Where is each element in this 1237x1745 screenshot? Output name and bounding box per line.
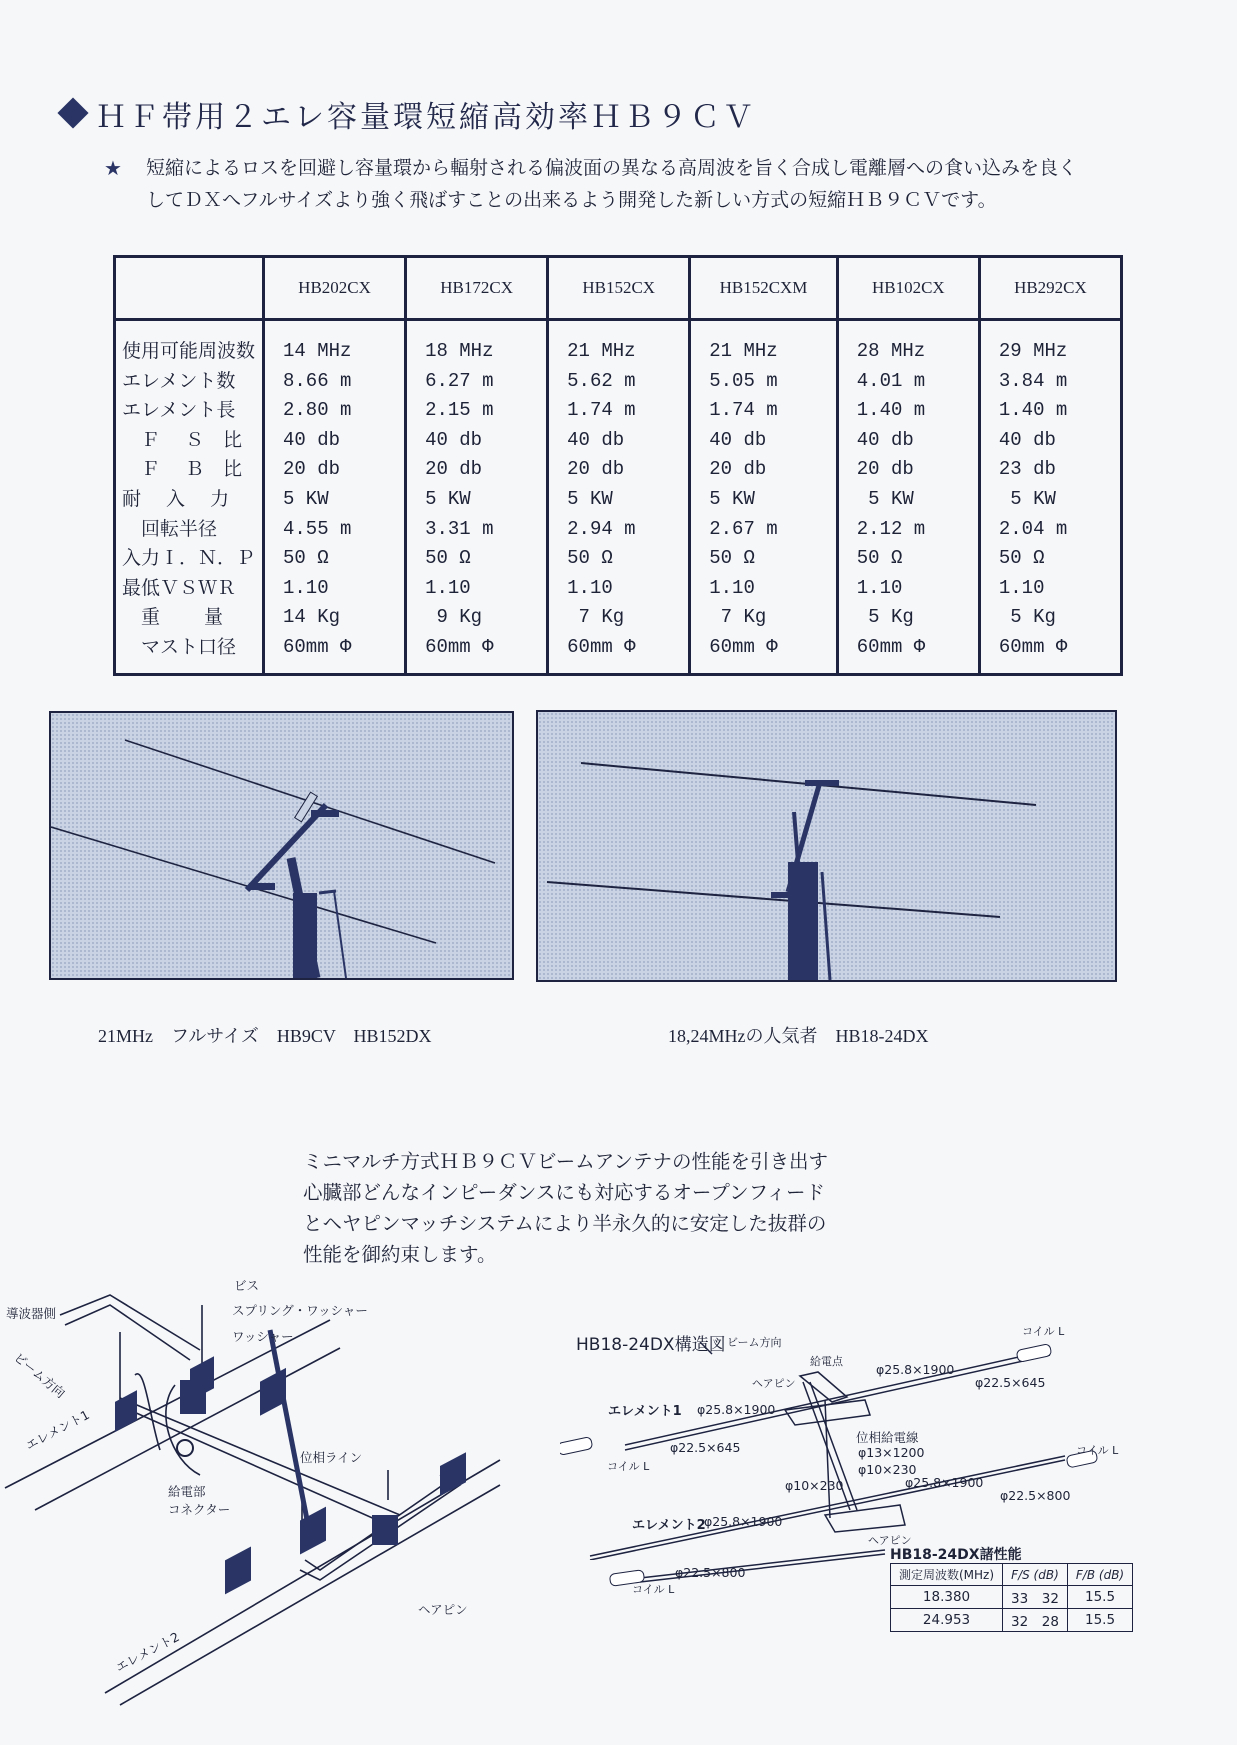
model-column [837,320,979,675]
model-header: HB202CX [264,257,406,320]
spec-value: 1.10 [425,576,471,599]
spec-value: 40 db [567,428,625,451]
label-coil-e2-right: コイル L [1076,1444,1119,1457]
feature-paragraph [303,1146,863,1270]
spec-value: 28 MHz [856,340,926,362]
label-phase-short-1: φ10×230 [785,1478,844,1493]
spec-value: 2.80 m [283,399,352,422]
spec-value: 50 Ω [425,547,471,570]
spec-value: 5 KW [998,487,1056,510]
model-column [406,320,548,675]
label-beam-direction: ビーム方向 [727,1336,782,1349]
spec-value: 5 KW [856,487,914,510]
perf-fb: 15.5 [1067,1609,1132,1632]
spec-header-row [115,257,1122,320]
spec-value: 5 Kg [998,606,1056,629]
label-connector: コネクター [168,1502,231,1517]
perf-freq: 24.953 [891,1609,1003,1632]
model-column [548,320,690,675]
spec-value: 2.15 m [425,399,494,422]
spec-row-label: エレメント長 [122,399,236,422]
spec-value: 40 db [998,428,1056,451]
model-header: HB152CXM [690,257,838,320]
spec-value: 40 db [709,428,767,451]
spec-value: 6.27 m [425,369,494,392]
spec-value: 20 db [425,458,483,481]
spec-value: 7 Kg [567,606,625,629]
spec-value: 4.01 m [856,369,926,392]
structure-title: HB18-24DX構造図 [576,1335,726,1355]
label-element1: エレメント1 [22,1406,92,1454]
intro-line-1: 短縮によるロスを回避し容量環から輻射される偏波面の異なる高周波を旨く合成し電離層への食い込みを良く [146,157,1078,179]
paragraph-line: ミニマルチ方式ＨＢ９ＣＶビームアンテナの性能を引き出す [303,1150,828,1173]
spec-value: 60mm Φ [709,635,778,658]
perf-freq: 18.380 [891,1586,1003,1609]
label-phase-line: 位相ライン [300,1450,363,1465]
perf-header-fb: F/B (dB) [1067,1564,1132,1586]
spec-body-row [115,320,1122,675]
spec-value: 20 db [567,458,625,481]
label-screw: ビス [234,1278,260,1293]
spec-value: 40 db [856,428,914,451]
label-coil-e2-left: コイル L [632,1583,675,1596]
spec-value: 18 MHz [425,340,494,362]
spec-value: 5.62 m [567,369,636,392]
spec-value: 60mm Φ [425,635,494,658]
label-coil-e1-right: コイル L [1022,1325,1065,1338]
model-header: HB102CX [837,257,979,320]
spec-header-blank [115,257,264,320]
paragraph-line: 心臓部どんなインピーダンスにも対応するオープンフィード [303,1181,826,1204]
element2-left-arm [600,1548,890,1588]
spec-value: 1.40 m [998,399,1068,422]
spec-value: 1.10 [709,576,755,599]
spec-value: 2.67 m [709,517,778,540]
spec-row-label: 入力Ｉ．Ｎ．Ｐ [122,547,256,570]
intro-line-2: してＤＸへフルサイズより強く飛ばすことの出来るよう開発した新しい方式の短縮ＨＢ９ＣＶです。 [146,189,997,211]
spec-value: 1.10 [998,576,1045,599]
spec-row-label: 回転半径 [122,517,218,540]
label-e1-left-tip: φ22.5×645 [670,1440,741,1455]
label-washer: ワッシャー [232,1329,294,1344]
spec-value: 29 MHz [998,340,1068,362]
spec-row-label: 最低ＶＳＷＲ [122,576,237,599]
perf-row [891,1609,1133,1632]
spec-value: 40 db [283,428,341,451]
spec-value: 60mm Φ [283,635,352,658]
label-e1-right-pipe: φ25.8×1900 [876,1362,955,1377]
spec-value: 1.74 m [567,399,636,422]
spec-value: 4.55 m [283,517,352,540]
perf-fb: 15.5 [1067,1586,1132,1609]
label-phase-feed: 位相給電線 [856,1430,919,1445]
spec-value: 1.40 m [856,399,926,422]
feed-section-diagram [0,1270,560,1730]
label-phase-pipe: φ13×1200 [858,1445,925,1460]
antenna-photo-hb18-24dx [536,710,1117,982]
spec-value: 60mm Φ [567,635,636,658]
photo-caption-1: 21MHz フルサイズ HB9CV HB152DX [98,1026,432,1046]
spec-value: 5 KW [283,487,329,510]
perf-header-row [891,1564,1133,1586]
spec-value: 5 KW [709,487,755,510]
perf-header-fs: F/S (dB) [1003,1564,1068,1586]
spec-table [113,255,1123,676]
spec-value: 2.04 m [998,517,1068,540]
spec-row-label: マスト口径 [122,635,237,658]
spec-row-label: Ｆ Ｂ 比 [122,458,243,481]
spec-value: 14 MHz [283,340,352,362]
spec-value: 8.66 m [283,369,352,392]
spec-row-label: Ｆ Ｓ 比 [122,428,243,451]
performance-title: HB18-24DX諸性能 [890,1547,1022,1563]
spec-value: 3.84 m [998,369,1068,392]
spec-value: 1.10 [567,576,613,599]
label-e2-right-tip: φ22.5×800 [1000,1488,1071,1503]
spec-value: 60mm Φ [856,635,926,658]
spec-value: 21 MHz [567,340,636,362]
label-element2: エレメント2 [632,1518,706,1533]
label-coil-e1-left: コイル L [607,1460,650,1473]
spec-value: 20 db [709,458,767,481]
label-e2-left-tip: φ22.5×800 [675,1565,746,1580]
intro-text [104,152,1132,216]
spec-value: 5 Kg [856,606,914,629]
structure-diagram [560,1320,1237,1560]
antenna-illustration [51,713,512,978]
spec-value: 9 Kg [425,606,483,629]
label-beam-direction: ビーム方向 [11,1349,69,1401]
spec-value: 50 Ω [998,547,1045,570]
spec-value: 50 Ω [709,547,755,570]
spec-value: 5 KW [425,487,471,510]
spec-value: 40 db [425,428,483,451]
label-element1: エレメント1 [608,1404,682,1419]
spec-row-label: 重 量 [122,606,224,629]
spec-value: 20 db [856,458,914,481]
label-element2: エレメント2 [112,1628,182,1676]
spec-value: 3.31 m [425,517,494,540]
spec-value: 1.10 [856,576,903,599]
label-hairpin-bottom: ヘアピン [868,1534,912,1547]
spec-value: 50 Ω [283,547,329,570]
label-e2-right-pipe: φ25.8×1900 [905,1475,984,1490]
model-header: HB172CX [406,257,548,320]
performance-table [890,1563,1133,1632]
label-feed-point: 給電点 [810,1355,843,1368]
title-text: ＨＦ帯用２エレ容量環短縮高効率ＨＢ９ＣＶ [96,100,756,135]
row-labels [115,320,264,675]
model-header: HB152CX [548,257,690,320]
perf-row [891,1586,1133,1609]
model-column [264,320,406,675]
spec-value: 23 db [998,458,1056,481]
paragraph-line: 性能を御約束します。 [303,1243,497,1266]
label-hairpin: ヘアピン [418,1602,468,1617]
spec-value: 21 MHz [709,340,778,362]
antenna-illustration [538,712,1115,980]
model-column [690,320,838,675]
label-e2-left-pipe: φ25.8×1900 [704,1514,783,1529]
label-feed-part: 給電部 [168,1484,206,1499]
spec-value: 5.05 m [709,369,778,392]
perf-fs: 32 28 [1003,1609,1068,1632]
spec-value: 50 Ω [856,547,903,570]
spec-row-label: 耐 入 力 [122,487,230,510]
spec-value: 1.74 m [709,399,778,422]
perf-fs: 33 32 [1003,1586,1068,1609]
label-e1-left-pipe: φ25.8×1900 [697,1402,776,1417]
label-phase-short-2: φ10×230 [858,1462,917,1477]
antenna-photo-hb152dx [49,711,514,980]
spec-value: 50 Ω [567,547,613,570]
spec-row-label: 使用可能周波数 [122,340,256,362]
label-e1-right-tip: φ22.5×645 [975,1375,1046,1390]
photo-caption-2: 18,24MHzの人気者 HB18-24DX [668,1026,929,1046]
spec-value: 1.10 [283,576,329,599]
diamond-bullet-icon [57,97,88,128]
star-bullet-icon: ★ [104,156,122,180]
page-title [62,92,756,136]
paragraph-line: とヘヤピンマッチシステムにより半永久的に安定した抜群の [303,1212,827,1235]
spec-value: 2.94 m [567,517,636,540]
spec-value: 2.12 m [856,517,926,540]
model-header: HB292CX [979,257,1121,320]
spec-value: 14 Kg [283,606,341,629]
label-director-side: 導波器側 [6,1306,57,1321]
spec-value: 7 Kg [709,606,767,629]
label-hairpin-top: ヘアピン [752,1377,796,1390]
perf-header-freq: 測定周波数(MHz) [891,1564,1003,1586]
spec-value: 20 db [283,458,341,481]
model-column [979,320,1121,675]
spec-row-label: エレメント数 [122,369,236,392]
spec-value: 60mm Φ [998,635,1068,658]
spec-value: 5 KW [567,487,613,510]
label-spring-washer: スプリング・ワッシャー [232,1303,368,1318]
